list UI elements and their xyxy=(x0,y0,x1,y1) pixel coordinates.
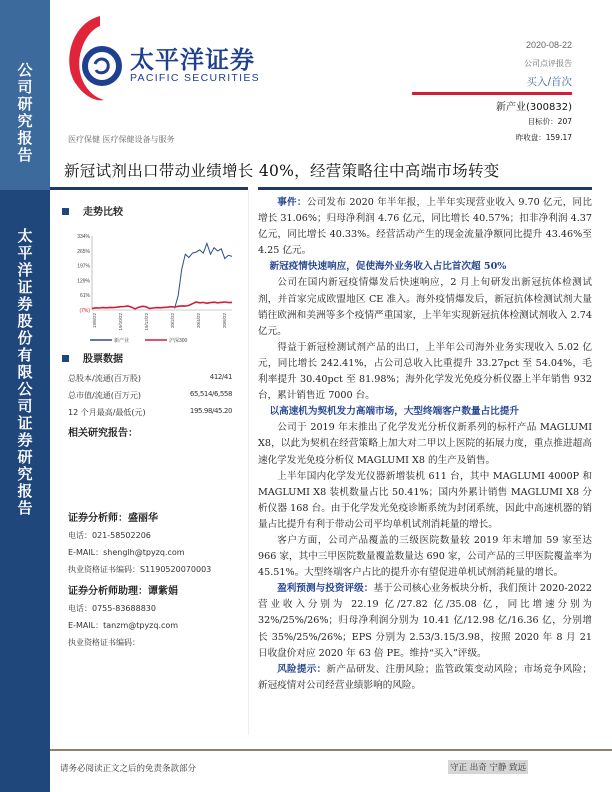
paragraph-3: 得益于新冠检测试剂产品的出口，上半年公司海外业务实现收入 5.02 亿元，同比增长 242.41%，占公司总收入比重提升 33.27pct 至 54.04%，毛利率提升 30.40pct 至 81.98%；海外化学发光免疫分析仪器上半年销售 932 台，累计销售近 7000 台。 xyxy=(258,341,592,402)
trend-heading: 走势比较 xyxy=(62,203,123,218)
forecast-paragraph: 盈利预测与投资评级：基于公司核心业务板块分析，我们预计 2020-2022 营业收入分别为 22.19 亿/27.82 亿/35.08 亿，同比增速分别为 32%/25%/26%；归母净利润分别为 10.41 亿/12.98 亿/16.36 亿，分别增长 35%/25%/26%；EPS 分别为 2.53/3.15/3.98，按照 2020 年 8 月 21 日收盘价对应 2020 年 63 倍 PE。维持“买入”评级。 xyxy=(258,583,592,659)
subheading-2: 以高速机为契机发力高端市场，大型终端客户数量占比提升 xyxy=(269,406,519,418)
paragraph-5: 上半年国内化学发光仪器新增装机 611 台，其中 MAGLUMI 4000P 和 MAGLUMI X8 装机数量占比 50.41%；国内外累计销售 MAGLUMI X8 分析仪器 168 台。由于化学发光免疫诊断系统为封闭系统，因此中高速机器的销量占比提升有利于带动公司平均单机试剂消耗量的增长。 xyxy=(258,470,592,530)
footer-rule xyxy=(50,749,612,751)
paragraph-4: 公司于 2019 年末推出了化学发光分析仪新系列的标杆产品 MAGLUMI X8，以此为契机在经营策略上加大对二甲以上医院的拓展力度，重点推进超高速化学发光免疫分析仪 MAGLUMI X8 的生产及销售。 xyxy=(258,422,592,466)
stock-data-label: 12 个月最高/最低(元) xyxy=(68,408,146,417)
x-tick-label: 19/12/22 xyxy=(144,313,149,331)
target-price: 目标价：207 xyxy=(527,117,572,126)
stock-data-heading: 股票数据 xyxy=(62,350,123,365)
trend-chart xyxy=(62,228,242,348)
report-title: 新冠试剂出口带动业绩增长 40%，经营策略往中高端市场转变 xyxy=(64,162,500,180)
analyst-cert: 执业资格证书编码：S1190520070003 xyxy=(68,565,212,574)
rating-underline xyxy=(412,92,572,95)
subheading-1: 新冠疫情快速响应，促使海外业务收入占比首次超 50% xyxy=(269,261,507,273)
analyst-email[interactable]: E-MAIL：shenglh@tpyzq.com xyxy=(68,548,185,557)
stock-data-value: 65,514/6,558 xyxy=(189,390,232,398)
stock-data-row xyxy=(68,407,232,418)
industry-category: 医疗保健 医疗保健设备与服务 xyxy=(68,135,175,144)
stock-data-value: 412/41 xyxy=(209,373,232,381)
assistant-email[interactable]: E-MAIL：tanzm@tpyzq.com xyxy=(68,621,179,630)
assistant-phone: 电话：0755-83688830 xyxy=(68,604,156,613)
stock-data-value: 195.98/45.20 xyxy=(189,407,232,415)
rating: 买入/首次 xyxy=(526,76,572,88)
series-line-hs300 xyxy=(92,302,232,309)
section-rule-left xyxy=(50,187,248,190)
legend-label: 新产业 xyxy=(114,338,130,344)
analyst-heading: 证券分析师：盛丽华 xyxy=(68,513,158,524)
assistant-heading: 证券分析师助理：谭紫娟 xyxy=(68,586,178,597)
column-divider xyxy=(248,190,249,735)
related-reports-heading: 相关研究报告： xyxy=(68,428,138,439)
y-tick-label: 334% xyxy=(77,234,90,240)
footer-motto: 守正 出奇 宁静 致远 xyxy=(448,760,528,774)
analyst-phone: 电话：021-58502206 xyxy=(68,531,151,540)
paragraph-2: 公司在国内新冠疫情爆发后快速响应，2 月上旬研发出新冠抗体检测试剂，并首家完成欧盟地区 CE 准入。海外疫情爆发后，新冠抗体检测试剂大量销往欧洲和美洲等多个疫情严重国家，上半年实现新冠抗体检测试剂收入 2.74 亿元。 xyxy=(258,277,592,337)
brand-name-cn: 太平洋证券 xyxy=(130,46,255,74)
y-tick-label: 129% xyxy=(77,278,90,285)
legend-label: 沪深300 xyxy=(169,338,188,344)
series-line-xinchanye xyxy=(175,243,232,308)
last-close: 昨收盘：159.17 xyxy=(515,133,572,142)
paragraph-6: 客户方面，公司产品覆盖的三级医院数量较 2019 年末增加 59 家至达 966 家，其中三甲医院数量覆盖数量达 690 家，公司产品的三甲医院覆盖率为 45.51%。大型终端客户占比的提升亦有望促进单机试剂消耗量的增长。 xyxy=(258,534,592,579)
y-tick-label: 197% xyxy=(77,263,90,270)
y-tick-label: 61% xyxy=(79,293,90,300)
report-body xyxy=(258,195,592,694)
brand-name-en: PACIFIC SECURITIES xyxy=(130,72,260,84)
assistant-cert: 执业资格证书编码： xyxy=(68,638,140,647)
y-tick-label: (7%) xyxy=(79,308,90,314)
x-tick-label: 20/2/22 xyxy=(170,313,175,329)
report-date: 2020-08-22 xyxy=(525,40,572,50)
stock-data-label: 总市值/流通(百万元) xyxy=(68,391,141,400)
footer-disclaimer: 请务必阅读正文之后的免责条款部分 xyxy=(60,764,197,774)
y-tick-label: 265% xyxy=(77,248,90,255)
stock-data-row xyxy=(68,390,232,401)
stock-data-row xyxy=(68,373,232,384)
event-paragraph: 事件：公司发布 2020 年半年报，上半年实现营业收入 9.70 亿元，同比增长 31.06%；归母净利润 4.76 亿元，同比增长 40.57%；扣非净利润 4.37 亿元，同比增长 40.33%。经营活动产生的现金流量净额同比提升 43.46%至 4.25 亿元。 xyxy=(258,197,592,257)
company-name: 新产业(300832) xyxy=(496,102,572,113)
stock-data-label: 总股本/流通(百万股) xyxy=(68,374,141,383)
report-type: 公司点评报告 xyxy=(524,59,572,68)
x-tick-label: 20/4/22 xyxy=(196,313,201,329)
section-rule-right xyxy=(258,187,592,190)
x-tick-label: 19/8/22 xyxy=(92,313,97,329)
risk-paragraph: 风险提示：新产品研发、注册风险；监管政策变动风险；市场竞争风险；新冠疫情对公司经营业绩影响的风险。 xyxy=(258,663,593,691)
x-tick-label: 20/6/22 xyxy=(222,313,227,329)
pacific-securities-logo xyxy=(62,14,122,104)
sidebar-top-label: 公 司 研 究 报 告 xyxy=(17,61,33,164)
sidebar-bottom-label: 太 平 洋 证 券 股 份 有 限 公 司 证 券 研 究 报 告 xyxy=(17,227,33,517)
x-tick-label: 19/10/22 xyxy=(118,313,123,331)
